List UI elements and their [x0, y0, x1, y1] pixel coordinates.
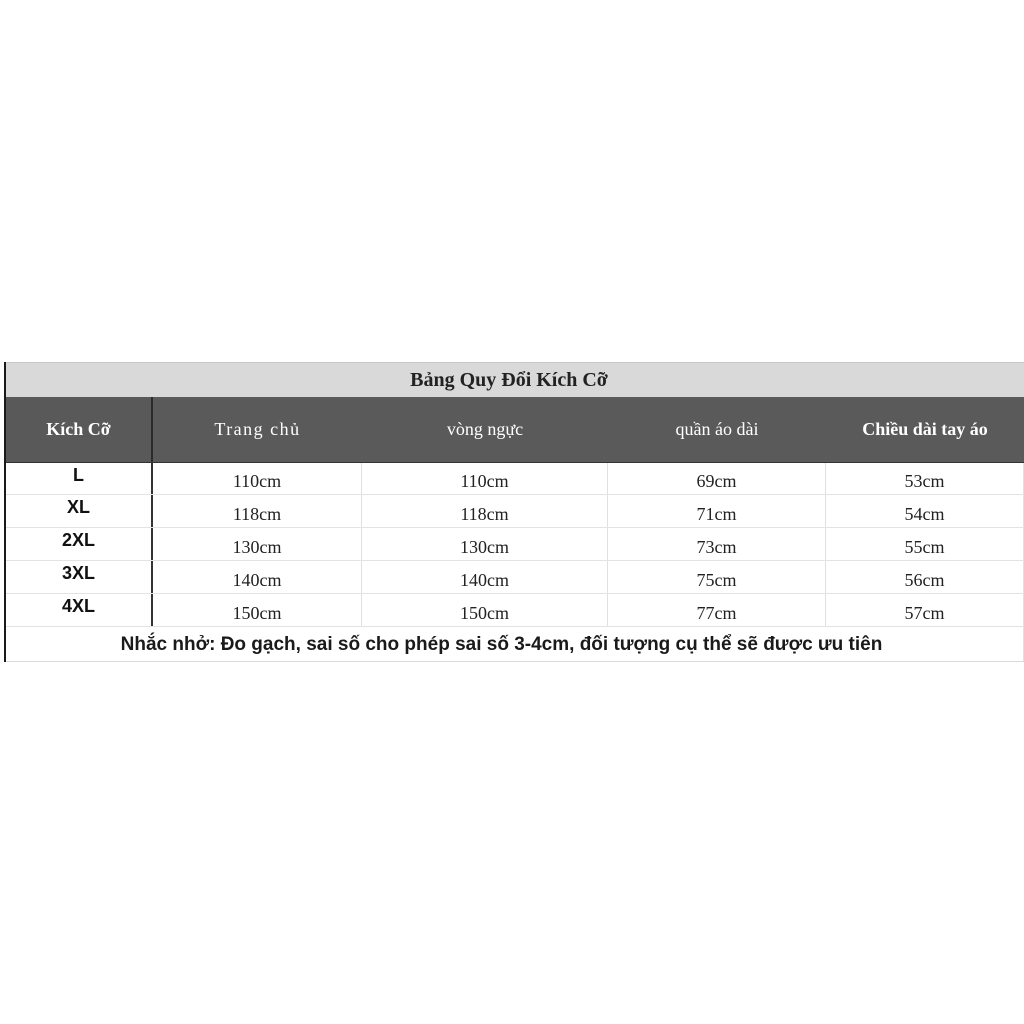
table-cell: 57cm — [826, 594, 1024, 626]
header-vong-nguc: vòng ngực — [446, 419, 524, 439]
table-cell: 110cm — [362, 463, 608, 494]
table-row — [6, 495, 1024, 528]
size-cell: L — [6, 463, 153, 494]
table-cell: 150cm — [362, 594, 608, 626]
table-cell: 130cm — [153, 528, 362, 560]
table-cell: 140cm — [153, 561, 362, 593]
header-trang-chu: Trang chủ — [214, 419, 301, 439]
size-chart-table — [0, 362, 1024, 662]
size-cell: 3XL — [6, 561, 153, 593]
table-cell: 140cm — [362, 561, 608, 593]
table-cell: 73cm — [608, 528, 826, 560]
size-cell: 2XL — [6, 528, 153, 560]
table-row — [6, 594, 1024, 627]
table-cell: 130cm — [362, 528, 608, 560]
table-row — [6, 561, 1024, 594]
header-chieu-dai-tay-ao: Chiều dài tay áo — [862, 419, 988, 439]
table-cell: 118cm — [153, 495, 362, 527]
table-row — [6, 528, 1024, 561]
size-cell: XL — [6, 495, 153, 527]
table-cell: 54cm — [826, 495, 1024, 527]
bottom-border — [6, 661, 1024, 662]
table-cell: 55cm — [826, 528, 1024, 560]
table-cell: 75cm — [608, 561, 826, 593]
table-note-row — [6, 627, 1024, 662]
table-cell: 71cm — [608, 495, 826, 527]
header-size: Kích Cỡ — [6, 397, 153, 462]
table-cell: 118cm — [362, 495, 608, 527]
table-title: Bảng Quy Đổi Kích Cỡ — [410, 369, 608, 391]
table-cell: 69cm — [608, 463, 826, 494]
table-header-row — [6, 397, 1024, 462]
table-cell: 110cm — [153, 463, 362, 494]
table-cell: 77cm — [608, 594, 826, 626]
table-cell: 56cm — [826, 561, 1024, 593]
table-cell: 53cm — [826, 463, 1024, 494]
size-cell: 4XL — [6, 594, 153, 626]
table-cell: 150cm — [153, 594, 362, 626]
header-quan-ao-dai: quần áo dài — [675, 419, 759, 439]
table-row — [6, 462, 1024, 495]
table-title-row — [6, 362, 1024, 398]
table-body — [6, 462, 1024, 627]
table-note: Nhắc nhở: Đo gạch, sai số cho phép sai số 3-4cm, đối tượng cụ thể sẽ được ưu tiên — [120, 633, 883, 655]
